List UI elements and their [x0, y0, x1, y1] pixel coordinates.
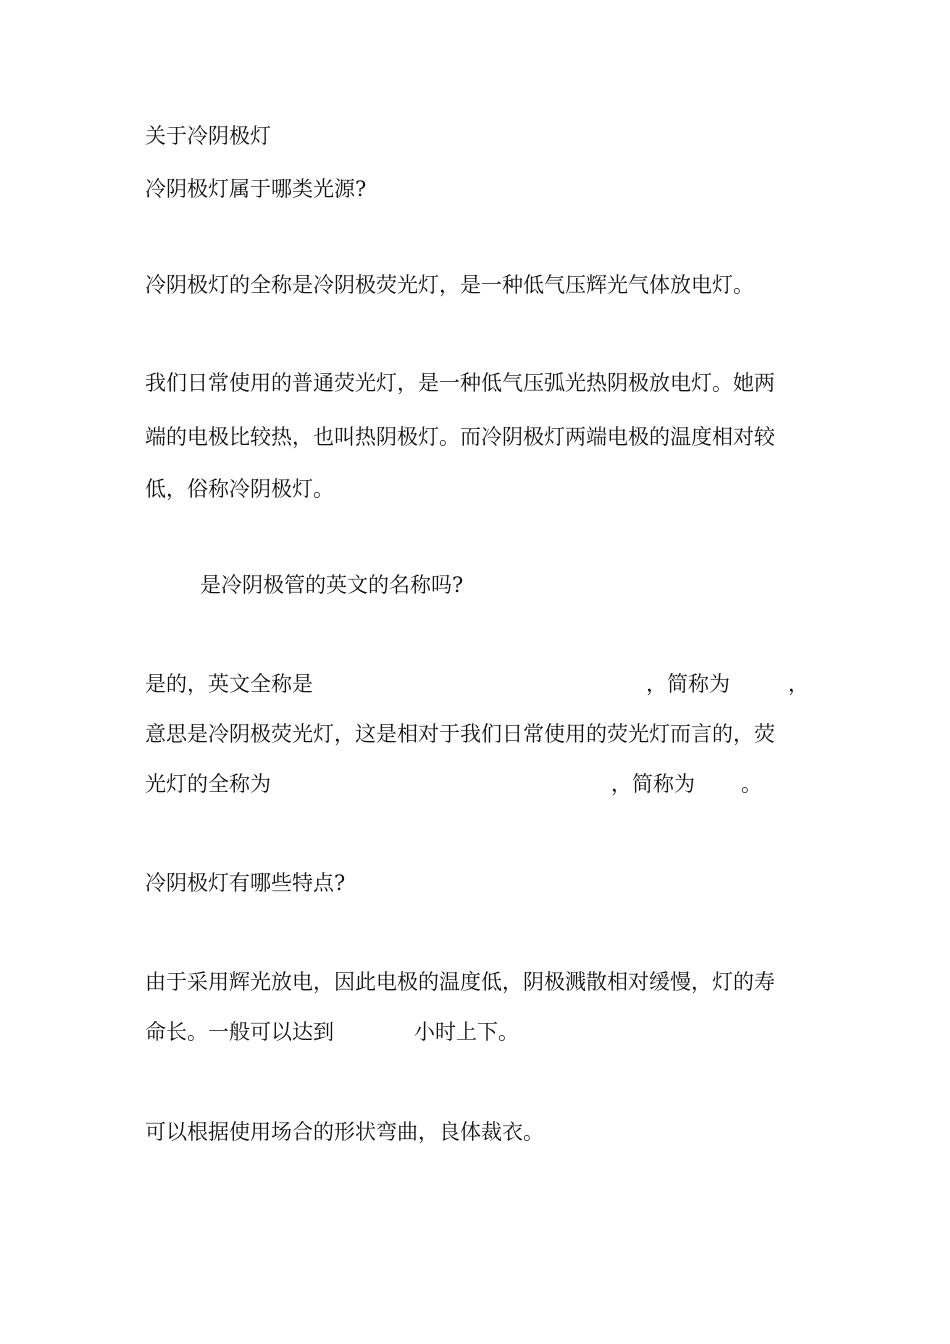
paragraph-line: 由于采用辉光放电，因此电极的温度低，阴极溅散相对缓慢，灯的寿 — [145, 970, 775, 994]
text-segment: ，简称为 — [611, 772, 695, 796]
question-heading: 冷阴极灯属于哪类光源? — [145, 177, 367, 201]
text-segment: ，简称为 — [646, 672, 730, 696]
paragraph-line — [145, 770, 762, 798]
paragraph-line — [145, 670, 809, 698]
paragraph-line — [145, 1018, 519, 1046]
text-segment: 。 — [741, 772, 762, 796]
paragraph-line: 低，俗称冷阴极灯。 — [145, 477, 334, 501]
question-heading: 冷阴极灯有哪些特点? — [145, 871, 346, 895]
text-segment: ， — [788, 672, 809, 696]
paragraph: 可以根据使用场合的形状弯曲，良体裁衣。 — [145, 1120, 544, 1144]
document-title: 关于冷阴极灯 — [145, 124, 271, 148]
paragraph-line: 我们日常使用的普通荧光灯，是一种低气压弧光热阴极放电灯。她两 — [145, 371, 775, 395]
paragraph-line: 意思是冷阴极荧光灯，这是相对于我们日常使用的荧光灯而言的，荧 — [145, 722, 775, 746]
paragraph: 冷阴极灯的全称是冷阴极荧光灯，是一种低气压辉光气体放电灯。 — [145, 273, 754, 297]
text-segment: 命长。一般可以达到 — [145, 1020, 334, 1044]
text-segment: 光灯的全称为 — [145, 772, 271, 796]
question-heading: 是冷阴极管的英文的名称吗? — [200, 573, 464, 597]
paragraph-line: 端的电极比较热，也叫热阴极灯。而冷阴极灯两端电极的温度相对较 — [145, 425, 775, 449]
text-segment: 小时上下。 — [414, 1020, 519, 1044]
text-segment: 是的，英文全称是 — [145, 672, 313, 696]
